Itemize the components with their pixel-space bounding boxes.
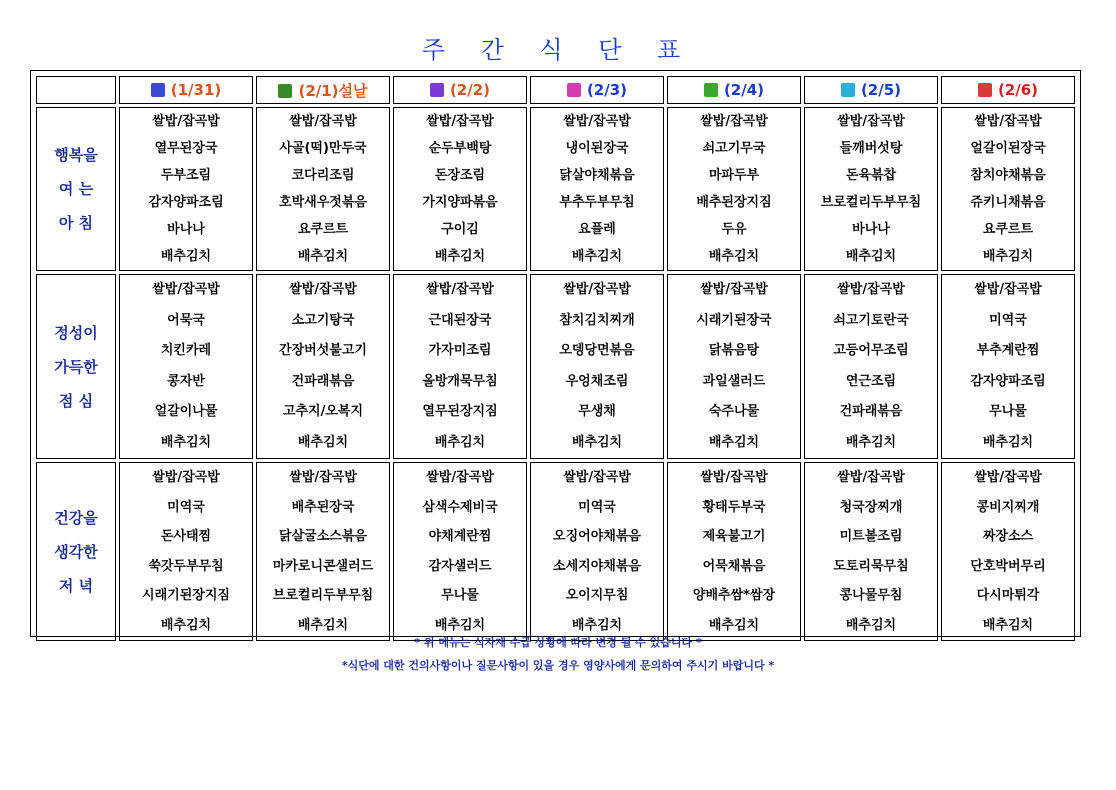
menu-item: 브로컬리두부무침 [272,588,374,603]
menu-item: 청국장찌개 [839,499,903,515]
menu-item: 시래기된장국 [696,312,772,328]
day-header [256,76,390,104]
menu-item: 쑥갓두부무침 [148,558,224,574]
menu-item: 사골(떡)만두국 [279,141,367,156]
meal-label-line: 정성이 [54,323,98,342]
menu-item: 배추김치 [434,434,486,450]
menu-item: 열무된장국 [154,141,218,156]
meal-label-line: 생각한 [54,542,98,561]
menu-item: 가지양파볶음 [422,195,498,210]
menu-cell [119,274,253,459]
menu-item: 닭볶음탕 [708,343,760,358]
menu-item: 호박새우젓볶음 [279,195,367,210]
menu-item: 배추된장국 [291,499,355,515]
menu-item: 두부조림 [160,168,212,183]
menu-item: 쌀밥/잡곡밥 [974,470,1042,485]
menu-item: 배추김치 [982,617,1034,633]
star-icon [430,83,444,97]
day-header [941,76,1075,104]
menu-item: 배추김치 [571,249,623,264]
meal-label-line: 점 심 [58,391,94,410]
flower-icon [151,83,165,97]
menu-item: 쥬키니채볶음 [970,195,1046,210]
cup-icon [704,83,718,97]
menu-cell [530,107,664,271]
menu-item: 쌀밥/잡곡밥 [974,114,1042,129]
menu-item: 들깨버섯탕 [839,141,903,156]
sun-icon [978,83,992,97]
menu-item: 코다리조림 [291,168,355,183]
menu-item: 배추김치 [160,617,212,633]
menu-item: 쌀밥/잡곡밥 [700,470,768,485]
menu-item: 배추김치 [708,249,760,264]
menu-item: 부추두부무침 [559,195,635,210]
menu-item: 열무된장지짐 [422,404,498,419]
day-header [119,76,253,104]
day-header [667,76,801,104]
menu-item: 쌀밥/잡곡밥 [700,282,768,297]
menu-item: 무나물 [989,404,1027,419]
menu-item: 연근조림 [845,373,897,389]
meal-row-dinner [36,462,1075,641]
menu-item: 소세지야채볶음 [553,558,641,574]
menu-item: 얼갈이된장국 [970,141,1046,156]
menu-item: 소고기탕국 [291,312,355,328]
menu-item: 쌀밥/잡곡밥 [563,114,631,129]
menu-item: 쌀밥/잡곡밥 [974,282,1042,297]
day-label: (1/31) [170,81,222,99]
menu-item: 쌀밥/잡곡밥 [700,114,768,129]
menu-item: 쇠고기토란국 [833,312,909,328]
menu-item: 냉이된장국 [565,141,629,156]
menu-item: 참치김치찌개 [559,312,635,328]
menu-cell [804,462,938,641]
menu-item: 쇠고기무국 [702,141,766,156]
menu-item: 브로컬리두부무침 [820,195,922,210]
menu-cell [393,462,527,641]
menu-item: 배추김치 [982,249,1034,264]
menu-item: 쌀밥/잡곡밥 [426,114,494,129]
menu-item: 쌀밥/잡곡밥 [563,470,631,485]
menu-item: 우엉채조림 [565,373,629,389]
menu-item: 돈사태찜 [160,529,212,544]
menu-item: 쌀밥/잡곡밥 [426,470,494,485]
menu-cell [530,462,664,641]
meal-row-lunch [36,274,1075,459]
menu-cell [804,274,938,459]
menu-item: 건파래볶음 [839,404,903,419]
menu-item: 미역국 [989,312,1027,328]
menu-item: 양배추쌈*쌈장 [692,588,776,603]
day-label: (2/4) [723,81,765,99]
menu-item: 배추김치 [845,617,897,633]
menu-item: 두유 [721,222,747,237]
menu-item: 배추김치 [297,249,349,264]
menu-item: 시래기된장지짐 [142,588,230,603]
menu-item: 순두부백탕 [428,141,492,156]
meal-label-line: 여 는 [58,180,94,198]
menu-item: 배추김치 [571,617,623,633]
menu-cell [667,107,801,271]
meal-label-line: 가득한 [54,357,98,376]
menu-item: 삼색수제비국 [422,499,498,515]
menu-cell [941,274,1075,459]
menu-item: 도토리묵무침 [833,558,909,574]
menu-item: 배추김치 [845,249,897,264]
leaf-icon [278,84,292,98]
header-row [36,76,1075,104]
meal-label-line: 건강을 [54,508,98,527]
menu-item: 얼갈이나물 [154,404,218,419]
menu-item: 쌀밥/잡곡밥 [152,114,220,129]
menu-item: 고등어무조림 [833,343,909,358]
menu-item: 배추김치 [571,434,623,450]
menu-item: 배추김치 [708,617,760,633]
menu-cell [256,462,390,641]
day-label: (2/6) [997,81,1039,99]
menu-item: 요쿠르트 [297,222,349,237]
meal-label-line: 저 녁 [58,576,94,595]
menu-cell [530,274,664,459]
menu-item: 마카로니콘샐러드 [272,558,374,574]
meal-label-breakfast [36,107,116,271]
meal-label-dinner [36,462,116,641]
menu-item: 배추김치 [160,434,212,450]
menu-item: 닭살굴소스볶음 [279,529,367,544]
menu-item: 쌀밥/잡곡밥 [837,470,905,485]
menu-item: 쌀밥/잡곡밥 [152,470,220,485]
menu-item: 배추김치 [160,249,212,264]
day-header [530,76,664,104]
menu-item: 쌀밥/잡곡밥 [152,282,220,297]
menu-cell [667,462,801,641]
menu-item: 요플레 [578,222,616,237]
menu-item: 무나물 [441,588,479,603]
menu-cell [256,107,390,271]
menu-item: 근대된장국 [428,312,492,328]
menu-item: 배추된장지짐 [696,195,772,210]
menu-cell [393,107,527,271]
menu-item: 미트볼조림 [839,529,903,544]
menu-item: 돈장조림 [434,168,486,183]
day-label: (2/3) [586,81,628,99]
menu-item: 콩자반 [167,373,205,389]
menu-item: 가자미조림 [428,343,492,358]
menu-item: 바나나 [167,222,205,237]
menu-item: 배추김치 [982,434,1034,450]
menu-cell [256,274,390,459]
menu-cell [393,274,527,459]
menu-item: 미역국 [578,499,616,515]
menu-item: 닭살야채볶음 [559,168,635,183]
menu-item: 오이지무침 [565,588,629,603]
menu-item: 쌀밥/잡곡밥 [289,470,357,485]
meal-label-line: 행복을 [54,146,98,164]
menu-item: 배추김치 [297,617,349,633]
menu-item: 무생채 [578,404,616,419]
menu-item: 어묵채볶음 [702,558,766,574]
day-label: (2/1)설날 [298,81,368,100]
meal-label-lunch [36,274,116,459]
menu-item: 숙주나물 [708,404,760,419]
menu-item: 배추김치 [708,434,760,450]
menu-item: 콩비지찌개 [976,499,1040,515]
day-label: (2/5) [860,81,902,99]
menu-item: 배추김치 [297,434,349,450]
menu-item: 부추계란찜 [976,343,1040,358]
menu-item: 구이김 [441,222,479,237]
menu-item: 과일샐러드 [702,373,766,389]
menu-cell [667,274,801,459]
menu-item: 오뎅당면볶음 [559,343,635,358]
menu-item: 감자양파조림 [970,373,1046,389]
menu-item: 배추김치 [434,617,486,633]
menu-item: 치킨카레 [160,343,212,358]
note-inquiry: *식단에 대한 건의사항이나 질문사항이 있을 경우 영양사에게 문의하여 주시기 바랍니다 * [341,659,775,672]
menu-item: 요쿠르트 [982,222,1034,237]
menu-item: 단호박버무리 [970,558,1046,574]
day-header [804,76,938,104]
menu-item: 돈육볶찹 [845,168,897,183]
menu-item: 배추김치 [434,249,486,264]
menu-item: 쌀밥/잡곡밥 [289,114,357,129]
menu-item: 마파두부 [708,168,760,183]
menu-item: 고추지/오복지 [282,404,364,419]
note-change: * 위 메뉴는 식자재 수급 상황에 따라 변경 될 수 있습니다 * [414,636,702,649]
menu-cell [941,107,1075,271]
menu-item: 감자샐러드 [428,558,492,574]
menu-item: 다시마튀각 [976,588,1040,603]
menu-item: 짜장소스 [982,529,1034,544]
menu-item: 참치야채볶음 [970,168,1046,183]
menu-item: 쌀밥/잡곡밥 [837,282,905,297]
day-label: (2/2) [449,81,491,99]
menu-cell [119,107,253,271]
menu-item: 콩나물무침 [839,588,903,603]
menu-item: 바나나 [852,222,890,237]
menu-item: 야채계란찜 [428,529,492,544]
menu-item: 배추김치 [845,434,897,450]
meal-row-breakfast [36,107,1075,271]
day-header [393,76,527,104]
menu-item: 감자양파조림 [148,195,224,210]
menu-item: 올방개묵무침 [422,373,498,389]
page-title: 주 간 식 단 표 [421,36,695,64]
menu-cell [804,107,938,271]
menu-cell [941,462,1075,641]
menu-item: 쌀밥/잡곡밥 [837,114,905,129]
menu-item: 건파래볶음 [291,373,355,389]
note-icon [841,83,855,97]
menu-item: 쌀밥/잡곡밥 [289,282,357,297]
menu-item: 간장버섯불고기 [279,343,367,358]
gift-icon [567,83,581,97]
menu-cell [119,462,253,641]
corner-cell [36,76,116,104]
menu-item: 쌀밥/잡곡밥 [426,282,494,297]
meal-label-line: 아 침 [58,214,94,232]
menu-item: 미역국 [167,499,205,515]
menu-item: 쌀밥/잡곡밥 [563,282,631,297]
menu-item: 황태두부국 [702,499,766,515]
menu-table [33,73,1078,644]
menu-item: 제육불고기 [702,529,766,544]
menu-item: 어묵국 [167,312,205,328]
menu-item: 오징어야채볶음 [553,529,641,544]
